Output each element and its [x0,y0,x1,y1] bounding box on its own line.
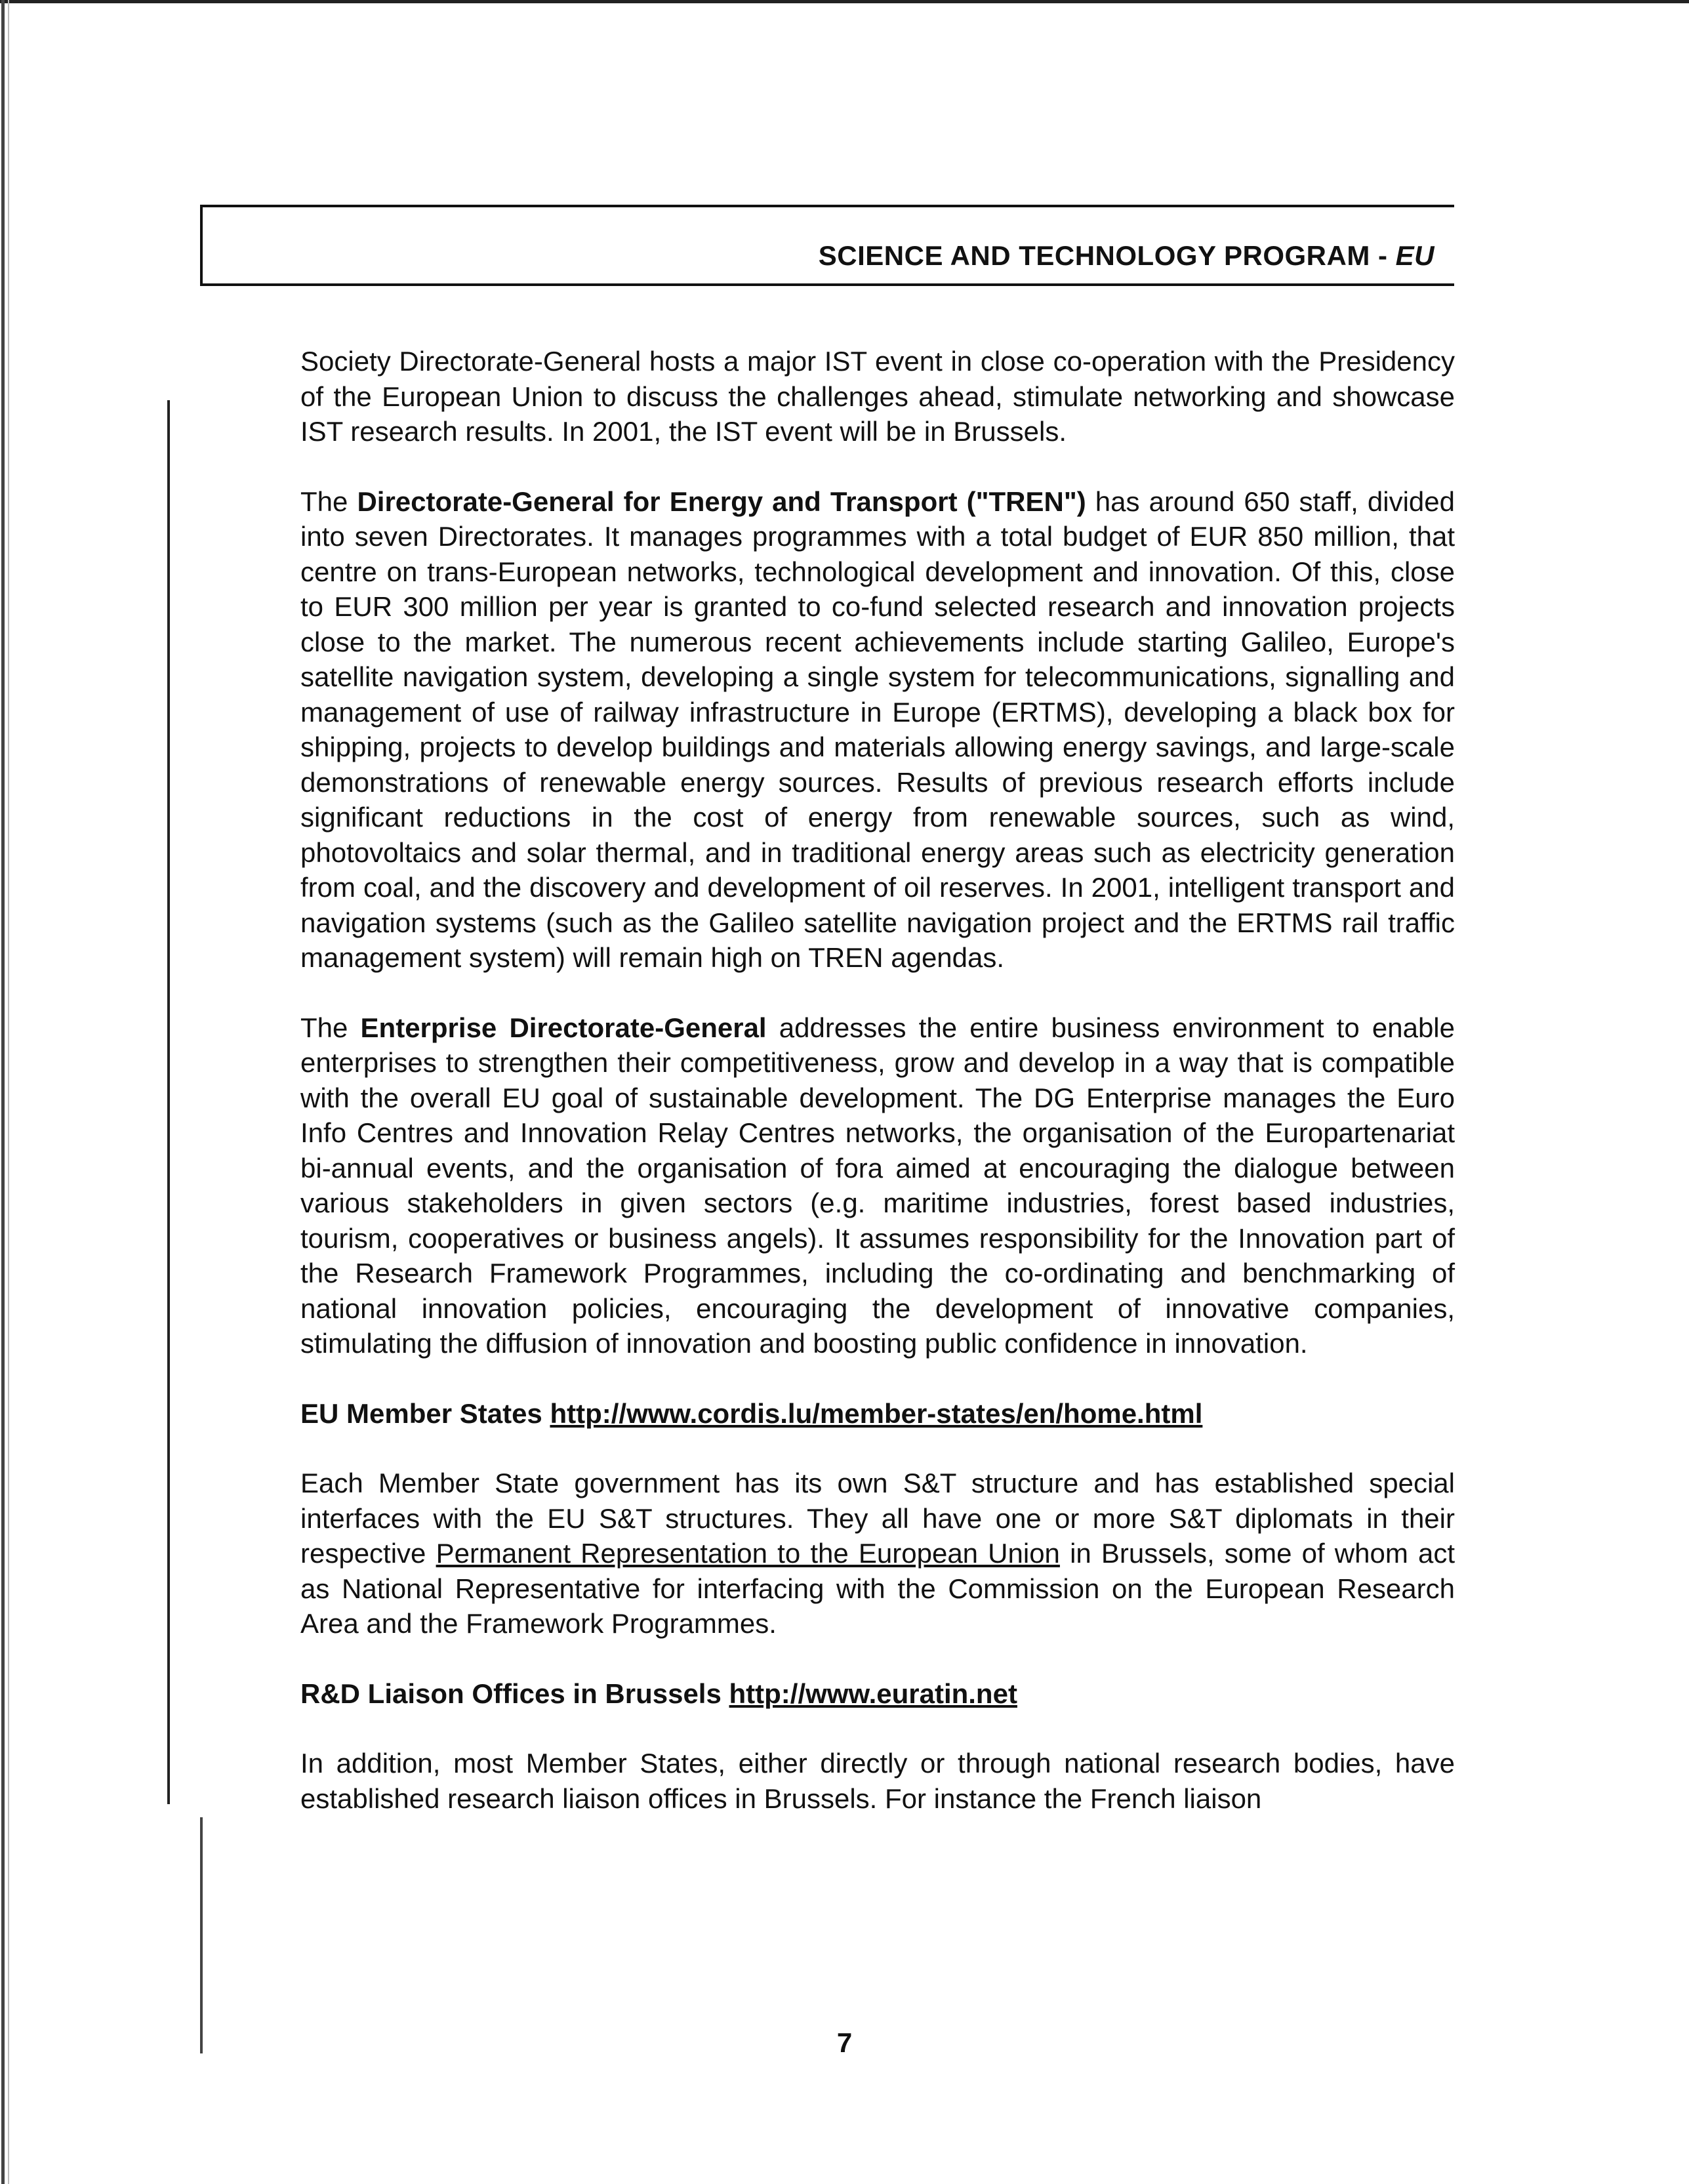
running-title-text: SCIENCE AND TECHNOLOGY PROGRAM - [818,240,1396,271]
change-bar [167,400,170,1804]
paragraph-text: Each Member State government has its own S&T structure and has established special interfaces with the EU S&T structures. They all have one or more S&T diplomats in their respective [300,1468,1455,1569]
permanent-representation-link[interactable]: Permanent Representation to the European Union [436,1538,1060,1569]
paragraph-liaison-offices [300,1746,1455,1816]
paragraph-dg-enterprise [300,1010,1455,1361]
heading-label: R&D Liaison Offices in Brussels [300,1678,729,1709]
paragraph-text: The [300,485,357,517]
member-states-link[interactable]: http://www.cordis.lu/member-states/en/home.html [550,1397,1203,1429]
page-number: 7 [836,2027,853,2058]
paragraph-ist-event [300,344,1455,449]
paragraph-text: The [300,1012,361,1043]
scan-edge-left-inner [8,0,9,2184]
heading-label: EU Member States [300,1397,550,1429]
running-title-em: EU [1395,240,1435,271]
paragraph-dg-tren [300,484,1455,976]
scan-edge-left [1,0,5,2184]
paragraph-member-states [300,1466,1455,1641]
paragraph-text: addresses the entire business environment to enable enterprises to strengthen their competitiveness, grow and develop in a way that is compatible with the overall EU goal of sustainable development. The DG Enterprise manages the Euro Info Centres and Innovation Relay Centres networks, the organisation of the Europartenariat bi-annual events, and the organisation of fora aimed at encouraging the dialogue between various stakeholders in given sectors (e.g. maritime industries, forest based industries, tourism, cooperatives or business angels). It assumes responsibility for the Innovation part of the Research Framework Programmes, including the co-ordinating and benchmarking of national innovation policies, encouraging the development of innovative companies, stimulating the diffusion of innovation and boosting public confidence in innovation. [300,1012,1455,1359]
dg-enterprise-name: Enterprise Directorate-General [360,1012,767,1043]
paragraph-text: In addition, most Member States, either directly or through national research bodies, have established research liaison offices in Brussels. For instance the French liaison [300,1748,1455,1814]
euratin-link[interactable]: http://www.euratin.net [729,1678,1017,1709]
running-title [819,240,1435,272]
dg-tren-name: Directorate-General for Energy and Transport ("TREN") [357,485,1086,517]
paragraph-text: has around 650 staff, divided into seven Directorates. It manages programmes with a total budget of EUR 850 million, that centre on trans-European networks, technological development and innovation. Of this, close to EUR 300 million per year is granted to co-fund selected research and innovation projects close to the market. The numerous recent achievements include starting Galileo, Europe's satellite navigation system, developing a single system for telecommunications, signalling and management of use of railway infrastructure in Europe (ERTMS), developing a black box for shipping, projects to develop buildings and materials allowing energy savings, and large-scale demonstrations of renewable energy sources. Results of previous research efforts include significant reductions in the cost of energy from renewable sources, such as wind, photovoltaics and solar thermal, and in traditional energy areas such as electricity generation from coal, and the discovery and development of oil reserves. In 2001, intelligent transport and navigation systems (such as the Galileo satellite navigation project and the ERTMS rail traffic management system) will remain high on TREN agendas. [300,485,1455,973]
heading-eu-member-states [300,1396,1455,1432]
paragraph-text: in Brussels, some of whom act as National Representative for interfacing with the Commission on the European Research Area and the Framework Programmes. [300,1538,1455,1639]
body-text [300,344,1455,1851]
change-bar-lower [200,1817,203,2053]
page-header [200,205,1454,286]
scan-edge-top [0,0,1689,3]
heading-liaison-offices [300,1676,1455,1712]
paragraph-text: Society Directorate-General hosts a major IST event in close co-operation with the Presidency of the European Union to discuss the challenges ahead, stimulate networking and showcase IST research results. In 2001, the IST event will be in Brussels. [300,346,1455,447]
